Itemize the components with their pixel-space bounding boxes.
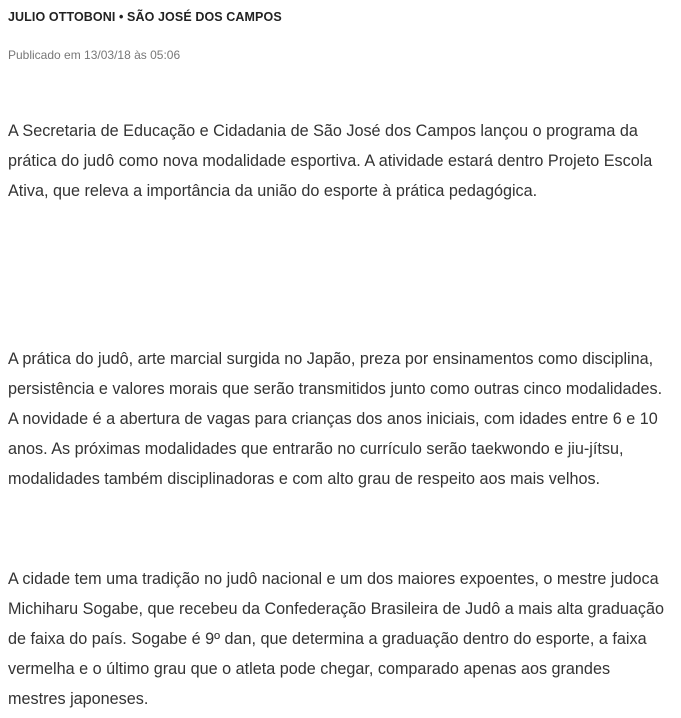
article-paragraph-2: A prática do judô, arte marcial surgida no Japão, preza por ensinamentos como disciplina, persistência e valores morais que serão transmitidos junto como outras cinco modalidades. A novidade é a abertura de vagas para crianças dos anos iniciais, com idades entre 6 e 10 anos. As próximas modalidades que entrarão no currículo serão taekwondo e jiu-jítsu, modalidades também disciplinadoras e com alto grau de respeito aos mais velhos. xyxy=(8,350,663,488)
article-paragraph-1: A Secretaria de Educação e Cidadania de São José dos Campos lançou o programa da prática do judô como nova modalidade esportiva. A atividade estará dentro Projeto Escola Ativa, que releva a importância da união do esporte à prática pedagógica. xyxy=(8,122,653,200)
author-byline: JULIO OTTOBONI • SÃO JOSÉ DOS CAMPOS xyxy=(8,10,282,24)
article-paragraph-3: A cidade tem uma tradição no judô nacional e um dos maiores expoentes, o mestre judoca Michiharu Sogabe, que recebeu da Confederação Brasileira de Judô a mais alta graduação de faixa do país. Sogabe é 9º dan, que determina a graduação dentro do esporte, a faixa vermelha e o último grau que o atleta pode chegar, comparado apenas aos grandes mestres japoneses. xyxy=(8,570,665,708)
publish-date: Publicado em 13/03/18 às 05:06 xyxy=(8,48,181,62)
